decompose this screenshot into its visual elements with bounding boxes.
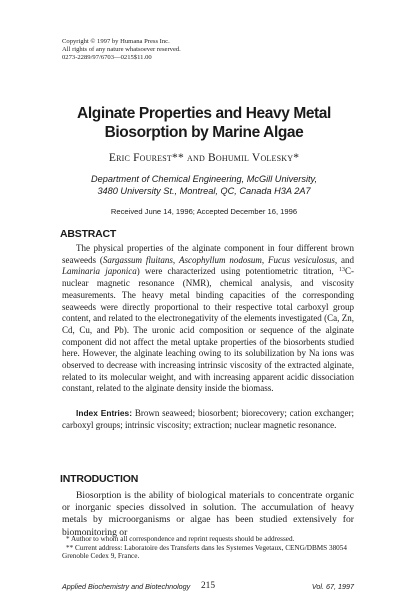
introduction-body: Biosorption is the ability of biological materials to concentrate organic or inorganic species dissolved in solution. The accumulation of heavy metals by microorganisms or algae has been studied extensively for biomonitoring or (62, 490, 354, 538)
abstract-text: The physical properties of the alginate component in four different brown seaweeds ( (62, 243, 354, 265)
author-name: Bohumil Volesky (208, 152, 294, 164)
page-number: 215 (200, 581, 216, 591)
journal-name: Applied Biochemistry and Biotechnology (62, 582, 191, 591)
abstract-text: , (172, 254, 180, 265)
abstract-heading: ABSTRACT (60, 228, 117, 240)
abstract-text: C-nuclear magnetic resonance (NMR), chemical analysis, and viscosity measurements. The heavy metal binding capacities of the corresponding seaweeds were directly proportional to their respective total carboxyl group content, and related to the electronegativity of the elements investigated (Ca, Zn, Cd, Cu, and Pb). The uronic acid composition or sequence of the alginate component did not affect the metal uptake properties of the biosorbents studied here. However, the alginate leaching owing to its solubilization by Na ions was observed to decrease with increasing intrinsic viscosity of the extracted alginate, related to its molecular weight, and with increasing apparent acidic dissociation constant, related to the alginate density inside the biomass. (62, 266, 354, 394)
footnote-correspondence: * Author to whom all correspondence and reprint requests should be addressed. (66, 535, 295, 543)
abstract-text: , (261, 254, 269, 265)
rights-line: All rights of any nature whatsoever reserved. (62, 46, 181, 54)
index-entries (62, 408, 354, 431)
footnotes (62, 535, 354, 561)
author-conjunction: and (186, 152, 205, 164)
volume-info: Vol. 67, 1997 (311, 582, 354, 591)
author-footnote-mark: * (293, 152, 300, 164)
isotope-superscript: 13 (339, 267, 345, 274)
species-name: Laminaria japonica (62, 266, 137, 277)
abstract-text: , and (334, 254, 355, 265)
author-affiliation (40, 173, 368, 197)
abstract-body (62, 243, 354, 395)
article-code-line: 0273-2289/97/6703—0215$11.00 (62, 54, 152, 62)
copyright-notice (62, 38, 181, 63)
index-entries-text: Brown seaweed; biosorbent; biorecovery; cation exchanger; carboxyl groups; intrinsic viscosity; extraction; nuclear magnetic resonance. (62, 408, 354, 430)
abstract-text: ) were characterized using potentiometric titration, (136, 266, 339, 277)
title-line-2: Biosorption by Marine Algae (104, 124, 304, 141)
author-list (40, 152, 368, 164)
affiliation-line: 3480 University St., Montreal, QC, Canada H3A 2A7 (97, 186, 311, 196)
index-entries-label: Index Entries: (76, 408, 132, 418)
species-name: Ascophyllum nodosum (179, 254, 262, 265)
affiliation-line: Department of Chemical Engineering, McGill University, (90, 174, 318, 184)
species-name: Fucus vesiculosus (268, 254, 335, 265)
species-name: Sargassum fluitans (102, 254, 173, 265)
received-dates: Received June 14, 1996; Accepted December 16, 1996 (110, 207, 298, 216)
author-name: Eric Fourest (108, 152, 172, 164)
footnote-current-address: ** Current address: Laboratoire des Transferts dans les Systemes Vegetaux, CENG/DBMS 38054 Grenoble Cedex 9, France. (62, 543, 347, 561)
author-footnote-mark: ** (172, 152, 184, 164)
article-title (40, 104, 368, 142)
introduction-heading: INTRODUCTION (60, 473, 139, 485)
copyright-line: Copyright © 1997 by Humana Press Inc. (62, 38, 170, 45)
title-line-1: Alginate Properties and Heavy Metal (77, 105, 331, 122)
